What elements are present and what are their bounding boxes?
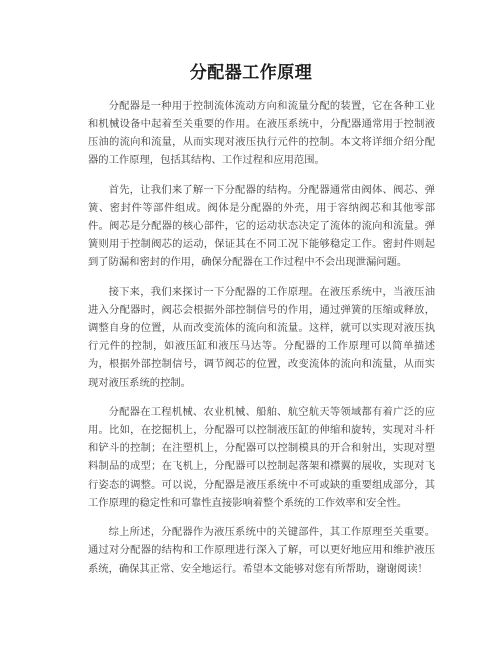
document-body — [88, 97, 435, 578]
document-title: 分配器工作原理 — [189, 63, 313, 83]
paragraph-intro: 分配器是一种用于控制流体流动方向和流量分配的装置，它在各种工业和机械设备中起着至关重要的作用。在液压系统中，分配器通常用于控制液压油的流向和流量，从而实现对液压执行元件的控制。本文将详细介绍分配器的工作原理，包括其结构、工作过程和应用范围。 — [88, 100, 435, 167]
paragraph-working-principle: 接下来，我们来探讨一下分配器的工作原理。在液压系统中，当液压油进入分配器时，阀芯会根据外部控制信号的作用，通过弹簧的压缩或释放，调整自身的位置，从而改变流体的流向和流量。这样，就可以实现对液压执行元件的控制，如液压缸和液压马达等。分配器的工作原理可以简单描述为，根据外部控制信号，调节阀芯的位置，改变流体的流向和流量，从而实现对液压系统的控制。 — [88, 286, 435, 389]
paragraph-structure: 首先，让我们来了解一下分配器的结构。分配器通常由阀体、阀芯、弹簧、密封件等部件组成。阀体是分配器的外壳，用于容纳阀芯和其他零部件。阀芯是分配器的核心部件，它的运动状态决定了流体的流向和流量。弹簧则用于控制阀芯的运动，保证其在不同工况下能够稳定工作。密封件则起到了防漏和密封的作用，确保分配器在工作过程中不会出现泄漏问题。 — [88, 183, 435, 269]
paragraph-applications: 分配器在工程机械、农业机械、船舶、航空航天等领域都有着广泛的应用。比如，在挖掘机上，分配器可以控制液压缸的伸缩和旋转，实现对斗杆和铲斗的控制；在注塑机上，分配器可以控制模具的开合和射出，实现对塑料制品的成型；在飞机上，分配器可以控制起落架和襟翼的展收，实现对飞行姿态的调整。可以说，分配器是液压系统中不可或缺的重要组成部分，其工作原理的稳定性和可靠性直接影响着整个系统的工作效率和安全性。 — [88, 406, 435, 509]
paragraph-conclusion: 综上所述，分配器作为液压系统中的关键部件，其工作原理至关重要。通过对分配器的结构和工作原理进行深入了解，可以更好地应用和维护液压系统，确保其正常、安全地运行。希望本文能够对您有所帮助，谢谢阅读！ — [88, 526, 435, 575]
